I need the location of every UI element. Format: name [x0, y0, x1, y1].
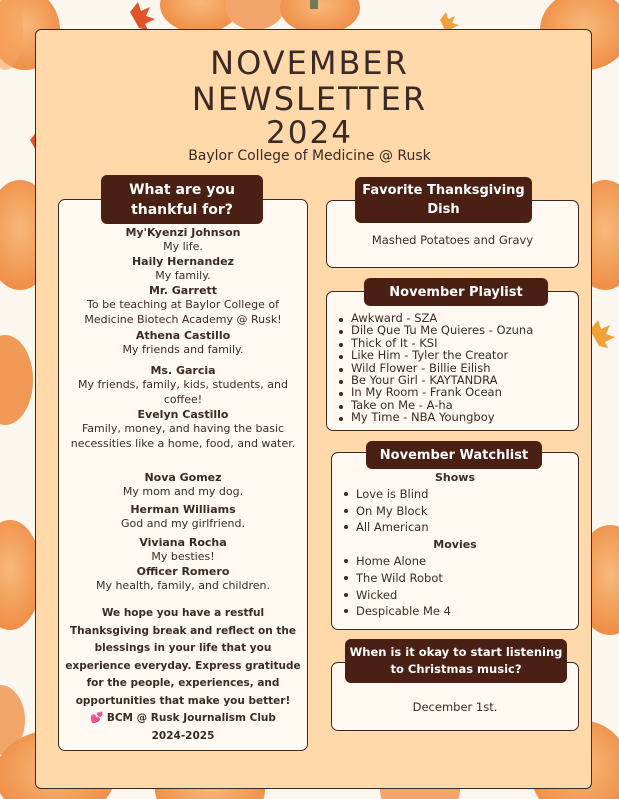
playlist-item: In My Room - Frank Ocean — [335, 386, 533, 398]
thankful-entry — [58, 227, 308, 254]
thankful-heading-line1: What are you — [129, 181, 235, 198]
entry-name: Ms. Garcia — [150, 364, 216, 377]
christmas-heading-line2: to Christmas music? — [390, 662, 522, 676]
newsletter-title-year: 2024 — [266, 115, 353, 151]
club-name: BCM @ Rusk Journalism Club — [106, 712, 276, 724]
show-item: All American — [340, 519, 429, 536]
entry-text: My life. — [163, 240, 203, 253]
dish-heading-line1: Favorite Thanksgiving — [362, 183, 525, 198]
thankful-entry — [58, 537, 308, 564]
entry-text: To be teaching at Baylor College of Medicine Biotech Academy @ Rusk! — [84, 298, 282, 326]
entry-text: My friends, family, kids, students, and coffee! — [78, 378, 288, 406]
show-item: On My Block — [340, 503, 429, 520]
playlist-item: Thick of It - KSI — [335, 337, 533, 349]
thankful-entry — [58, 285, 308, 327]
movie-item: Wicked — [340, 587, 451, 604]
movie-item: Despicable Me 4 — [340, 603, 451, 620]
dish-value: Mashed Potatoes and Gravy — [371, 233, 534, 247]
entry-name: Herman Williams — [130, 503, 236, 516]
entry-text: Family, money, and having the basic necessities like a home, food, and water. — [70, 422, 296, 450]
playlist-item: Awkward - SZA — [335, 312, 533, 324]
playlist-item: Take on Me - A-ha — [335, 399, 533, 411]
newsletter-title-line1: NOVEMBER — [210, 44, 409, 82]
playlist-item: Wild Flower - Billie Eilish — [335, 362, 533, 374]
shows-label: Shows — [434, 471, 476, 484]
thankful-entry — [58, 472, 308, 499]
thankful-entry — [58, 409, 308, 451]
shows-list — [340, 486, 429, 536]
entry-text: My friends and family. — [122, 343, 244, 356]
playlist-item: My Time - NBA Youngboy — [335, 411, 533, 423]
closing-message — [58, 605, 308, 745]
christmas-heading-line1: When is it okay to start listening — [349, 645, 563, 659]
entry-text: My besties! — [151, 550, 215, 563]
thankful-entry — [58, 256, 308, 283]
entry-name: Haily Hernandez — [131, 255, 235, 268]
entry-name: Officer Romero — [136, 565, 230, 578]
christmas-answer: December 1st. — [412, 700, 498, 714]
thankful-entry — [58, 330, 308, 357]
playlist-item: Like Him - Tyler the Creator — [335, 349, 533, 361]
thankful-heading-line2: thankful for? — [131, 201, 233, 218]
playlist-item: Be Your Girl - KAYTANDRA — [335, 374, 533, 386]
club-year: 2024-2025 — [151, 729, 215, 742]
thankful-entry — [58, 365, 308, 407]
entry-name: Nova Gomez — [144, 471, 222, 484]
heart-icon: 💕 — [90, 712, 104, 724]
entry-name: Viviana Rocha — [139, 536, 227, 549]
entry-name: Evelyn Castillo — [137, 408, 229, 421]
newsletter-title-line2: NEWSLETTER — [191, 80, 428, 118]
movies-list — [340, 553, 451, 620]
dish-heading-line2: Dish — [427, 202, 460, 217]
entry-text: My mom and my dog. — [122, 485, 244, 498]
thankful-entry — [58, 566, 308, 593]
show-item: Love is Blind — [340, 486, 429, 503]
school-subtitle: Baylor College of Medicine @ Rusk — [188, 148, 431, 164]
entry-name: Athena Castillo — [135, 329, 231, 342]
movie-item: The Wild Robot — [340, 570, 451, 587]
entry-text: My health, family, and children. — [95, 579, 271, 592]
entry-name: My'Kyenzi Johnson — [125, 226, 241, 239]
christmas-heading — [345, 639, 567, 683]
playlist-list — [335, 312, 533, 424]
playlist-item: Dile Que Tu Me Quieres - Ozuna — [335, 324, 533, 336]
movies-label: Movies — [433, 538, 477, 551]
closing-text: We hope you have a restful Thanksgiving break and reflect on the blessings in your life that you experience everyday. Express gratitude for the people, experiences, and opportunities that make you better! — [65, 607, 301, 707]
entry-text: God and my girlfriend. — [121, 517, 245, 530]
entry-text: My family. — [155, 269, 211, 282]
thankful-entry — [58, 504, 308, 531]
watchlist-heading: November Watchlist — [366, 441, 542, 469]
thankful-heading — [101, 175, 263, 224]
entry-name: Mr. Garrett — [148, 284, 218, 297]
playlist-heading: November Playlist — [364, 278, 548, 306]
dish-heading — [355, 177, 532, 223]
movie-item: Home Alone — [340, 553, 451, 570]
club-signature — [58, 710, 308, 728]
